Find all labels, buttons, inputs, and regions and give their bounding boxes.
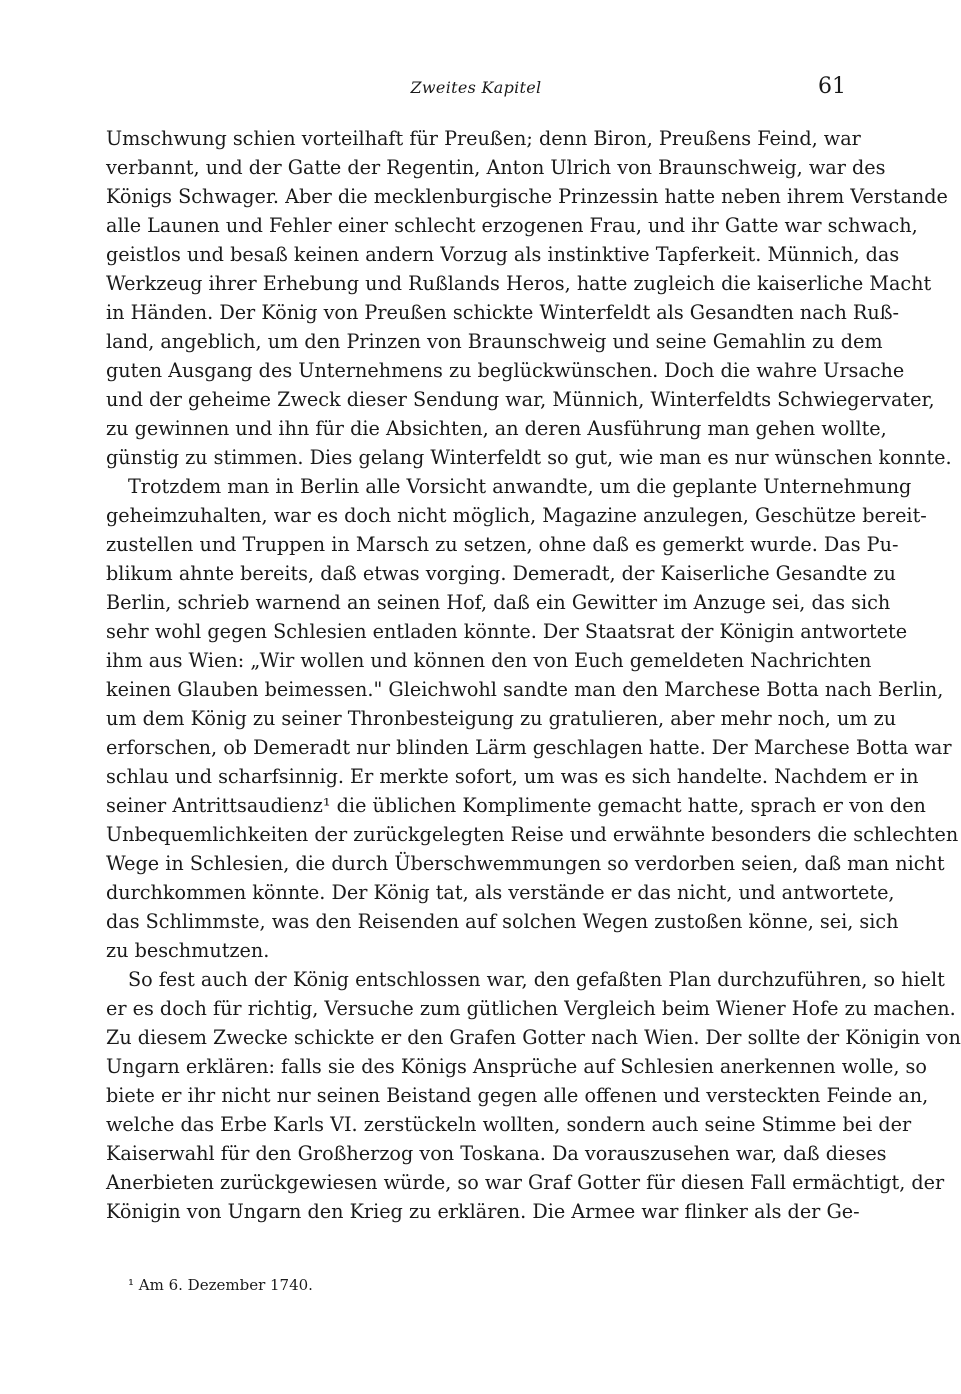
text-line: zu gewinnen und ihn für die Absichten, an deren Ausführung man gehen wollte, (106, 417, 887, 440)
text-line: biete er ihr nicht nur seinen Beistand gegen alle offenen und versteckten Feinde an, (106, 1084, 929, 1107)
text-line: Wege in Schlesien, die durch Überschwemmungen so verdorben seien, daß man nicht (106, 852, 945, 875)
text-line: So fest auch der König entschlossen war, den gefaßten Plan durchzuführen, so hielt (128, 968, 945, 991)
text-line: in Händen. Der König von Preußen schickte Winterfeldt als Gesandten nach Ruß- (106, 301, 900, 324)
text-line: zu beschmutzen. (106, 939, 270, 962)
text-line: schlau und scharfsinnig. Er merkte sofort, um was es sich handelte. Nachdem er in (106, 765, 919, 788)
running-head (106, 74, 846, 104)
text-line: Werkzeug ihrer Erhebung und Rußlands Heros, hatte zugleich die kaiserliche Macht (106, 272, 932, 295)
text-line: seiner Antrittsaudienz¹ die üblichen Komplimente gemacht hatte, sprach er von den (106, 794, 926, 817)
page-number: 61 (818, 74, 846, 99)
text-line: geheimzuhalten, war es doch nicht möglich, Magazine anzulegen, Geschütze bereit- (106, 504, 927, 527)
text-line: das Schlimmste, was den Reisenden auf solchen Wegen zustoßen könne, sei, sich (106, 910, 899, 933)
text-line: land, angeblich, um den Prinzen von Braunschweig und seine Gemahlin zu dem (106, 330, 883, 353)
text-line: zustellen und Truppen in Marsch zu setzen, ohne daß es gemerkt wurde. Das Pu- (106, 533, 899, 556)
footnote: ¹ Am 6. Dezember 1740. (128, 1276, 313, 1294)
text-line: welche das Erbe Karls VI. zerstückeln wollten, sondern auch seine Stimme bei der (106, 1113, 912, 1136)
text-line: und der geheime Zweck dieser Sendung war, Münnich, Winterfeldts Schwiegervater, (106, 388, 935, 411)
text-line: geistlos und besaß keinen andern Vorzug als instinktive Tapferkeit. Münnich, das (106, 243, 900, 266)
text-line: alle Launen und Fehler einer schlecht erzogenen Frau, und ihr Gatte war schwach, (106, 214, 918, 237)
text-line: günstig zu stimmen. Dies gelang Winterfeldt so gut, wie man es nur wünschen konnte. (106, 446, 952, 469)
text-line: verbannt, und der Gatte der Regentin, Anton Ulrich von Braunschweig, war des (106, 156, 886, 179)
text-line: Ungarn erklären: falls sie des Königs Ansprüche auf Schlesien anerkennen wolle, so (106, 1055, 927, 1078)
text-line: Kaiserwahl für den Großherzog von Toskana. Da vorauszusehen war, daß dieses (106, 1142, 887, 1165)
text-line: Umschwung schien vorteilhaft für Preußen; denn Biron, Preußens Feind, war (106, 127, 861, 150)
text-line: Trotzdem man in Berlin alle Vorsicht anwandte, um die geplante Unternehmung (128, 475, 912, 498)
text-line: keinen Glauben beimessen." Gleichwohl sandte man den Marchese Botta nach Berlin, (106, 678, 944, 701)
text-line: er es doch für richtig, Versuche zum gütlichen Vergleich beim Wiener Hofe zu machen. (106, 997, 956, 1020)
text-line: Berlin, schrieb warnend an seinen Hof, daß ein Gewitter im Anzuge sei, das sich (106, 591, 891, 614)
text-line: guten Ausgang des Unternehmens zu beglückwünschen. Doch die wahre Ursache (106, 359, 905, 382)
text-line: ihm aus Wien: „Wir wollen und können den von Euch gemeldeten Nachrichten (106, 649, 872, 672)
text-line: erforschen, ob Demeradt nur blinden Lärm geschlagen hatte. Der Marchese Botta war (106, 736, 952, 759)
text-line: sehr wohl gegen Schlesien entladen könnte. Der Staatsrat der Königin antwortete (106, 620, 908, 643)
text-line: blikum ahnte bereits, daß etwas vorging. Demeradt, der Kaiserliche Gesandte zu (106, 562, 896, 585)
text-line: Zu diesem Zwecke schickte er den Grafen Gotter nach Wien. Der sollte der Königin von (106, 1026, 961, 1049)
text-line: Unbequemlichkeiten der zurückgelegten Reise und erwähnte besonders die schlechten (106, 823, 959, 846)
text-line: Anerbieten zurückgewiesen würde, so war Graf Gotter für diesen Fall ermächtigt, der (106, 1171, 945, 1194)
text-line: durchkommen könnte. Der König tat, als verstände er das nicht, und antwortete, (106, 881, 895, 904)
chapter-title: Zweites Kapitel (410, 78, 542, 97)
body-text (106, 124, 961, 1226)
text-line: Königs Schwager. Aber die mecklenburgische Prinzessin hatte neben ihrem Verstande (106, 185, 948, 208)
text-line: Königin von Ungarn den Krieg zu erklären. Die Armee war flinker als der Ge- (106, 1200, 860, 1223)
text-line: um dem König zu seiner Thronbesteigung zu gratulieren, aber mehr noch, um zu (106, 707, 897, 730)
